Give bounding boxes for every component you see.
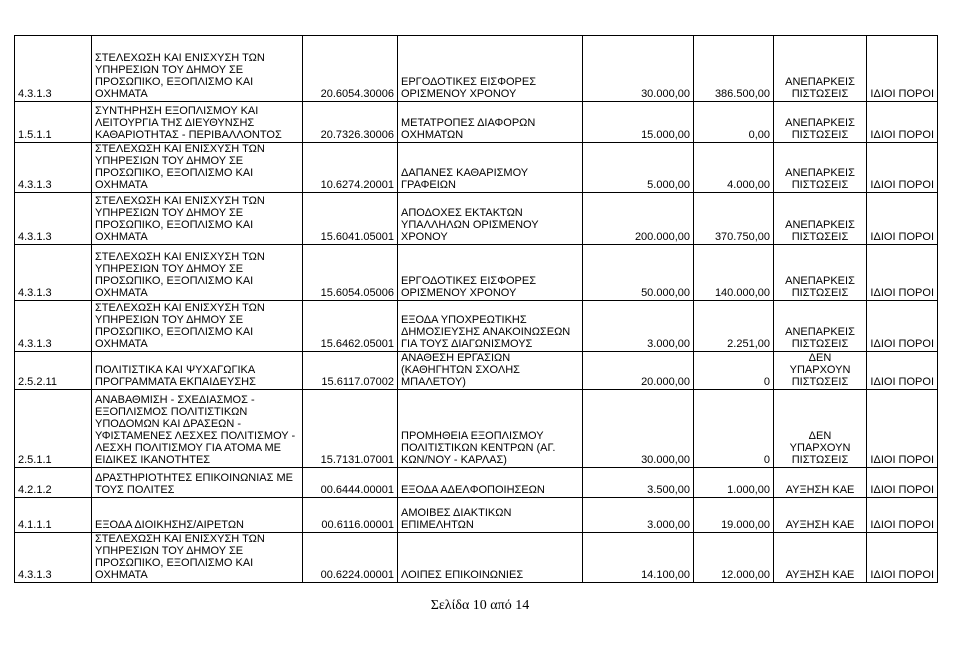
amount-2: 386.500,00 xyxy=(694,36,774,102)
funding-source: ΙΔΙΟΙ ΠΟΡΟΙ xyxy=(867,301,938,352)
action-description: ΣΤΕΛΕΧΩΣΗ ΚΑΙ ΕΝΙΣΧΥΣΗ ΤΩΝ ΥΠΗΡΕΣΙΩΝ ΤΟΥ ΔΗΜΟΥ ΣΕ ΠΡΟΣΩΠΙΚΟ, ΕΞΟΠΛΙΣΜΟ ΚΑΙ ΟΧΗΜΑΤΑ xyxy=(92,193,303,245)
action-code: 4.1.1.1 xyxy=(15,498,92,533)
table-row xyxy=(15,390,938,468)
funding-source: ΙΔΙΟΙ ΠΟΡΟΙ xyxy=(867,498,938,533)
kae-code: 20.6054.30006 xyxy=(303,36,398,102)
amount-2: 140.000,00 xyxy=(694,245,774,301)
action-code: 4.3.1.3 xyxy=(15,143,92,193)
action-code: 4.3.1.3 xyxy=(15,533,92,583)
action-code: 2.5.1.1 xyxy=(15,390,92,468)
kae-code: 00.6444.00001 xyxy=(303,468,398,498)
amount-1: 3.000,00 xyxy=(583,301,694,352)
table-row xyxy=(15,301,938,352)
expense-title: ΑΝΑΘΕΣΗ ΕΡΓΑΣΙΩΝ (ΚΑΘΗΓΗΤΩΝ ΣΧΟΛΗΣ ΜΠΑΛΕΤΟΥ) xyxy=(398,352,583,390)
amount-1: 5.000,00 xyxy=(583,143,694,193)
amount-2: 12.000,00 xyxy=(694,533,774,583)
action-description: ΣΥΝΤΗΡΗΣΗ ΕΞΟΠΛΙΣΜΟΥ ΚΑΙ ΛΕΙΤΟΥΡΓΙΑ ΤΗΣ ΔΙΕΥΘΥΝΣΗΣ ΚΑΘΑΡΙΟΤΗΤΑΣ - ΠΕΡΙΒΑΛΛΟΝΤΟΣ xyxy=(92,102,303,143)
action-description: ΔΡΑΣΤΗΡΙΟΤΗΤΕΣ ΕΠΙΚΟΙΝΩΝΙΑΣ ΜΕ ΤΟΥΣ ΠΟΛΙΤΕΣ xyxy=(92,468,303,498)
table-row xyxy=(15,143,938,193)
expense-title: ΕΞΟΔΑ ΥΠΟΧΡΕΩΤΙΚΗΣ ΔΗΜΟΣΙΕΥΣΗΣ ΑΝΑΚΟΙΝΩΣΕΩΝ ΓΙΑ ΤΟΥΣ ΔΙΑΓΩΝΙΣΜΟΥΣ xyxy=(398,301,583,352)
funding-source: ΙΔΙΟΙ ΠΟΡΟΙ xyxy=(867,143,938,193)
justification: ΑΝΕΠΑΡΚΕΙΣ ΠΙΣΤΩΣΕΙΣ xyxy=(774,102,867,143)
amount-1: 30.000,00 xyxy=(583,390,694,468)
funding-source: ΙΔΙΟΙ ΠΟΡΟΙ xyxy=(867,352,938,390)
funding-source: ΙΔΙΟΙ ΠΟΡΟΙ xyxy=(867,36,938,102)
budget-table xyxy=(14,35,938,583)
kae-code: 10.6274.20001 xyxy=(303,143,398,193)
funding-source: ΙΔΙΟΙ ΠΟΡΟΙ xyxy=(867,245,938,301)
amount-1: 3.000,00 xyxy=(583,498,694,533)
amount-2: 1.000,00 xyxy=(694,468,774,498)
expense-title: ΕΡΓΟΔΟΤΙΚΕΣ ΕΙΣΦΟΡΕΣ ΟΡΙΣΜΕΝΟΥ ΧΡΟΝΟΥ xyxy=(398,36,583,102)
amount-1: 30.000,00 xyxy=(583,36,694,102)
kae-code: 00.6116.00001 xyxy=(303,498,398,533)
action-description: ΕΞΟΔΑ ΔΙΟΙΚΗΣΗΣ/ΑΙΡΕΤΩΝ xyxy=(92,498,303,533)
table-row xyxy=(15,102,938,143)
kae-code: 15.6117.07002 xyxy=(303,352,398,390)
expense-title: ΔΑΠΑΝΕΣ ΚΑΘΑΡΙΣΜΟΥ ΓΡΑΦΕΙΩΝ xyxy=(398,143,583,193)
amount-2: 4.000,00 xyxy=(694,143,774,193)
kae-code: 15.7131.07001 xyxy=(303,390,398,468)
expense-title: ΕΞΟΔΑ ΑΔΕΛΦΟΠΟΙΗΣΕΩΝ xyxy=(398,468,583,498)
expense-title: ΜΕΤΑΤΡΟΠΕΣ ΔΙΑΦΟΡΩΝ ΟΧΗΜΑΤΩΝ xyxy=(398,102,583,143)
action-code: 4.3.1.3 xyxy=(15,301,92,352)
action-description: ΣΤΕΛΕΧΩΣΗ ΚΑΙ ΕΝΙΣΧΥΣΗ ΤΩΝ ΥΠΗΡΕΣΙΩΝ ΤΟΥ ΔΗΜΟΥ ΣΕ ΠΡΟΣΩΠΙΚΟ, ΕΞΟΠΛΙΣΜΟ ΚΑΙ ΟΧΗΜΑΤΑ xyxy=(92,36,303,102)
expense-title: ΠΡΟΜΗΘΕΙΑ ΕΞΟΠΛΙΣΜΟΥ ΠΟΛΙΤΙΣΤΙΚΩΝ ΚΕΝΤΡΩΝ (ΑΓ. ΚΩΝ/ΝΟΥ - ΚΑΡΛΑΣ) xyxy=(398,390,583,468)
justification: ΑΝΕΠΑΡΚΕΙΣ ΠΙΣΤΩΣΕΙΣ xyxy=(774,36,867,102)
justification: ΔΕΝ ΥΠΑΡΧΟΥΝ ΠΙΣΤΩΣΕΙΣ xyxy=(774,390,867,468)
expense-title: ΑΜΟΙΒΕΣ ΔΙΑΚΤΙΚΩΝ ΕΠΙΜΕΛΗΤΩΝ xyxy=(398,498,583,533)
kae-code: 15.6462.05001 xyxy=(303,301,398,352)
action-code: 4.2.1.2 xyxy=(15,468,92,498)
kae-code: 15.6054.05006 xyxy=(303,245,398,301)
page-number: Σελίδα 10 από 14 xyxy=(430,598,530,613)
table-row xyxy=(15,468,938,498)
justification: ΑΥΞΗΣΗ ΚΑΕ xyxy=(774,468,867,498)
amount-2: 0 xyxy=(694,352,774,390)
amount-2: 0,00 xyxy=(694,102,774,143)
action-description: ΣΤΕΛΕΧΩΣΗ ΚΑΙ ΕΝΙΣΧΥΣΗ ΤΩΝ ΥΠΗΡΕΣΙΩΝ ΤΟΥ ΔΗΜΟΥ ΣΕ ΠΡΟΣΩΠΙΚΟ, ΕΞΟΠΛΙΣΜΟ ΚΑΙ ΟΧΗΜΑΤΑ xyxy=(92,245,303,301)
amount-1: 50.000,00 xyxy=(583,245,694,301)
kae-code: 15.6041.05001 xyxy=(303,193,398,245)
amount-2: 19.000,00 xyxy=(694,498,774,533)
action-code: 1.5.1.1 xyxy=(15,102,92,143)
amount-2: 370.750,00 xyxy=(694,193,774,245)
action-description: ΣΤΕΛΕΧΩΣΗ ΚΑΙ ΕΝΙΣΧΥΣΗ ΤΩΝ ΥΠΗΡΕΣΙΩΝ ΤΟΥ ΔΗΜΟΥ ΣΕ ΠΡΟΣΩΠΙΚΟ, ΕΞΟΠΛΙΣΜΟ ΚΑΙ ΟΧΗΜΑΤΑ xyxy=(92,143,303,193)
table-body xyxy=(15,36,938,583)
amount-2: 2.251,00 xyxy=(694,301,774,352)
table-row xyxy=(15,498,938,533)
action-code: 4.3.1.3 xyxy=(15,193,92,245)
action-description: ΣΤΕΛΕΧΩΣΗ ΚΑΙ ΕΝΙΣΧΥΣΗ ΤΩΝ ΥΠΗΡΕΣΙΩΝ ΤΟΥ ΔΗΜΟΥ ΣΕ ΠΡΟΣΩΠΙΚΟ, ΕΞΟΠΛΙΣΜΟ ΚΑΙ ΟΧΗΜΑΤΑ xyxy=(92,301,303,352)
amount-1: 20.000,00 xyxy=(583,352,694,390)
action-description: ΠΟΛΙΤΙΣΤΙΚΑ ΚΑΙ ΨΥΧΑΓΩΓΙΚΑ ΠΡΟΓΡΑΜΜΑΤΑ ΕΚΠΑΙΔΕΥΣΗΣ xyxy=(92,352,303,390)
funding-source: ΙΔΙΟΙ ΠΟΡΟΙ xyxy=(867,102,938,143)
kae-code: 20.7326.30006 xyxy=(303,102,398,143)
justification: ΑΥΞΗΣΗ ΚΑΕ xyxy=(774,533,867,583)
funding-source: ΙΔΙΟΙ ΠΟΡΟΙ xyxy=(867,193,938,245)
amount-1: 14.100,00 xyxy=(583,533,694,583)
justification: ΑΝΕΠΑΡΚΕΙΣ ΠΙΣΤΩΣΕΙΣ xyxy=(774,143,867,193)
amount-1: 15.000,00 xyxy=(583,102,694,143)
amount-2: 0 xyxy=(694,390,774,468)
table-row xyxy=(15,533,938,583)
table-row xyxy=(15,245,938,301)
action-description: ΣΤΕΛΕΧΩΣΗ ΚΑΙ ΕΝΙΣΧΥΣΗ ΤΩΝ ΥΠΗΡΕΣΙΩΝ ΤΟΥ ΔΗΜΟΥ ΣΕ ΠΡΟΣΩΠΙΚΟ, ΕΞΟΠΛΙΣΜΟ ΚΑΙ ΟΧΗΜΑΤΑ xyxy=(92,533,303,583)
expense-title: ΛΟΙΠΕΣ ΕΠΙΚΟΙΝΩΝΙΕΣ xyxy=(398,533,583,583)
justification: ΑΥΞΗΣΗ ΚΑΕ xyxy=(774,498,867,533)
expense-title: ΑΠΟΔΟΧΕΣ ΕΚΤΑΚΤΩΝ ΥΠΑΛΛΗΛΩΝ ΟΡΙΣΜΕΝΟΥ ΧΡΟΝΟΥ xyxy=(398,193,583,245)
table-row xyxy=(15,352,938,390)
justification: ΑΝΕΠΑΡΚΕΙΣ ΠΙΣΤΩΣΕΙΣ xyxy=(774,193,867,245)
funding-source: ΙΔΙΟΙ ΠΟΡΟΙ xyxy=(867,390,938,468)
justification: ΔΕΝ ΥΠΑΡΧΟΥΝ ΠΙΣΤΩΣΕΙΣ xyxy=(774,352,867,390)
justification: ΑΝΕΠΑΡΚΕΙΣ ΠΙΣΤΩΣΕΙΣ xyxy=(774,301,867,352)
table-row xyxy=(15,193,938,245)
funding-source: ΙΔΙΟΙ ΠΟΡΟΙ xyxy=(867,533,938,583)
amount-1: 200.000,00 xyxy=(583,193,694,245)
table-row xyxy=(15,36,938,102)
action-code: 4.3.1.3 xyxy=(15,36,92,102)
justification: ΑΝΕΠΑΡΚΕΙΣ ΠΙΣΤΩΣΕΙΣ xyxy=(774,245,867,301)
expense-title: ΕΡΓΟΔΟΤΙΚΕΣ ΕΙΣΦΟΡΕΣ ΟΡΙΣΜΕΝΟΥ ΧΡΟΝΟΥ xyxy=(398,245,583,301)
kae-code: 00.6224.00001 xyxy=(303,533,398,583)
action-description: ΑΝΑΒΑΘΜΙΣΗ - ΣΧΕΔΙΑΣΜΟΣ - ΕΞΟΠΛΙΣΜΟΣ ΠΟΛΙΤΙΣΤΙΚΩΝ ΥΠΟΔΟΜΩΝ ΚΑΙ ΔΡΑΣΕΩΝ - ΥΦΙΣΤΑΜΕΝΕΣ ΛΕΣΧΕΣ ΠΟΛΙΤΙΣΜΟΥ - ΛΕΣΧΗ ΠΟΛΙΤΙΣΜΟΥ ΓΙΑ ΑΤΟΜΑ ΜΕ ΕΙΔΙΚΕΣ ΙΚΑΝΟΤΗΤΕΣ xyxy=(92,390,303,468)
action-code: 2.5.2.11 xyxy=(15,352,92,390)
amount-1: 3.500,00 xyxy=(583,468,694,498)
action-code: 4.3.1.3 xyxy=(15,245,92,301)
funding-source: ΙΔΙΟΙ ΠΟΡΟΙ xyxy=(867,468,938,498)
